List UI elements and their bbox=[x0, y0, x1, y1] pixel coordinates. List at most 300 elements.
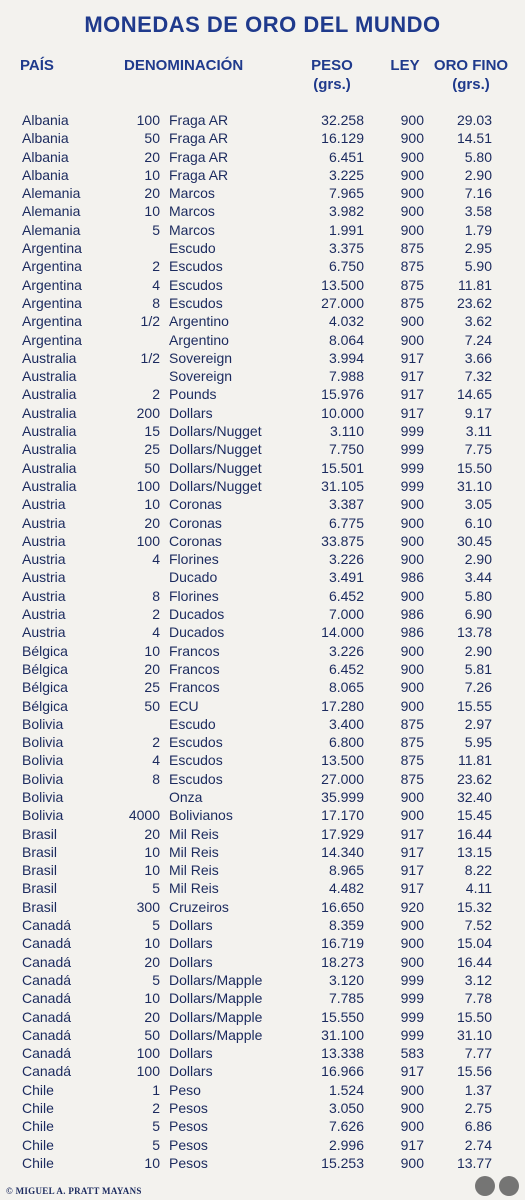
table-row bbox=[0, 1154, 525, 1172]
fineness-cell: 999 bbox=[400, 441, 424, 458]
fineness-cell: 900 bbox=[400, 788, 424, 805]
amount-cell: 10 bbox=[144, 990, 160, 1007]
weight-cell: 7.000 bbox=[328, 606, 364, 623]
country-cell: Brasil bbox=[22, 880, 58, 897]
table-row bbox=[0, 934, 525, 952]
weight-cell: 13.338 bbox=[321, 1045, 364, 1062]
amount-cell: 8 bbox=[152, 770, 160, 787]
country-cell: Australia bbox=[22, 423, 77, 440]
weight-cell: 3.225 bbox=[328, 166, 364, 183]
weight-cell: 7.750 bbox=[328, 441, 364, 458]
weight-cell: 27.000 bbox=[321, 770, 364, 787]
table-row bbox=[0, 825, 525, 843]
amount-cell: 8 bbox=[152, 294, 160, 311]
amount-cell: 5 bbox=[152, 917, 160, 934]
fineness-cell: 900 bbox=[400, 166, 424, 183]
denomination-cell: Dollars/Nugget bbox=[169, 477, 262, 494]
weight-cell: 32.258 bbox=[321, 112, 364, 128]
fine-gold-cell: 2.90 bbox=[464, 642, 492, 659]
table-row bbox=[0, 642, 525, 660]
table-row bbox=[0, 843, 525, 861]
amount-cell: 5 bbox=[152, 880, 160, 897]
country-cell: Bolivia bbox=[22, 807, 64, 824]
weight-cell: 3.226 bbox=[328, 551, 364, 568]
fineness-cell: 917 bbox=[400, 349, 424, 366]
amount-cell: 10 bbox=[144, 203, 160, 220]
country-cell: Canadá bbox=[22, 1026, 72, 1043]
denomination-cell: Escudos bbox=[169, 294, 223, 311]
table-row bbox=[0, 239, 525, 257]
fine-gold-cell: 13.77 bbox=[456, 1154, 492, 1171]
amount-cell: 20 bbox=[144, 1008, 160, 1025]
fineness-cell: 917 bbox=[400, 386, 424, 403]
fineness-cell: 900 bbox=[400, 697, 424, 714]
country-cell: Australia bbox=[22, 349, 77, 366]
amount-cell: 100 bbox=[136, 1045, 160, 1062]
table-row bbox=[0, 898, 525, 916]
weight-cell: 3.982 bbox=[328, 203, 364, 220]
weight-cell: 2.996 bbox=[328, 1136, 364, 1153]
country-cell: Canadá bbox=[22, 1063, 72, 1080]
country-cell: Bolivia bbox=[22, 734, 64, 751]
fineness-cell: 917 bbox=[400, 404, 424, 421]
table-row bbox=[0, 440, 525, 458]
amount-cell: 5 bbox=[152, 971, 160, 988]
country-cell: Australia bbox=[22, 368, 77, 385]
denomination-cell: Escudo bbox=[169, 715, 216, 732]
country-cell: Canadá bbox=[22, 935, 72, 952]
fineness-cell: 900 bbox=[400, 1154, 424, 1171]
fine-gold-cell: 8.22 bbox=[464, 862, 492, 879]
fine-gold-cell: 7.52 bbox=[464, 917, 492, 934]
denomination-cell: Pesos bbox=[169, 1154, 208, 1171]
header-peso bbox=[300, 56, 364, 94]
fineness-cell: 900 bbox=[400, 532, 424, 549]
weight-cell: 6.452 bbox=[328, 660, 364, 677]
weight-cell: 27.000 bbox=[321, 294, 364, 311]
fine-gold-cell: 9.17 bbox=[464, 404, 492, 421]
table-row bbox=[0, 568, 525, 586]
fine-gold-cell: 14.65 bbox=[456, 386, 492, 403]
denomination-cell: Florines bbox=[169, 551, 219, 568]
fineness-cell: 875 bbox=[400, 734, 424, 751]
weight-cell: 8.065 bbox=[328, 679, 364, 696]
fineness-cell: 986 bbox=[400, 569, 424, 586]
weight-cell: 18.273 bbox=[321, 953, 364, 970]
denomination-cell: Argentino bbox=[169, 331, 229, 348]
table-row bbox=[0, 422, 525, 440]
fine-gold-cell: 11.81 bbox=[458, 752, 492, 769]
denomination-cell: Fraga AR bbox=[169, 130, 229, 147]
header-ley: LEY bbox=[390, 57, 420, 74]
country-cell: Canadá bbox=[22, 917, 72, 934]
amount-cell: 2 bbox=[152, 1100, 160, 1117]
weight-cell: 16.719 bbox=[321, 935, 364, 952]
table-row bbox=[0, 715, 525, 733]
table-row bbox=[0, 276, 525, 294]
denomination-cell: Dollars bbox=[169, 953, 213, 970]
denomination-cell: Cruzeiros bbox=[169, 898, 229, 915]
table-row bbox=[0, 148, 525, 166]
weight-cell: 8.064 bbox=[328, 331, 364, 348]
amount-cell: 10 bbox=[144, 862, 160, 879]
denomination-cell: Bolivianos bbox=[169, 807, 233, 824]
country-cell: Australia bbox=[22, 459, 77, 476]
amount-cell: 5 bbox=[152, 221, 160, 238]
amount-cell: 200 bbox=[136, 404, 160, 421]
denomination-cell: Marcos bbox=[169, 203, 215, 220]
weight-cell: 14.340 bbox=[321, 843, 364, 860]
amount-cell: 1/2 bbox=[140, 349, 160, 366]
fine-gold-cell: 4.11 bbox=[465, 880, 492, 897]
denomination-cell: Coronas bbox=[169, 496, 222, 513]
denomination-cell: Argentino bbox=[169, 313, 229, 330]
fine-gold-cell: 14.51 bbox=[456, 130, 492, 147]
amount-cell: 100 bbox=[136, 532, 160, 549]
country-cell: Albania bbox=[22, 148, 69, 165]
fine-gold-cell: 3.11 bbox=[465, 423, 492, 440]
country-cell: Argentina bbox=[22, 294, 82, 311]
country-cell: Bolivia bbox=[22, 752, 64, 769]
fineness-cell: 900 bbox=[400, 551, 424, 568]
fineness-cell: 900 bbox=[400, 642, 424, 659]
country-cell: Austria bbox=[22, 551, 66, 568]
denomination-cell: Francos bbox=[169, 679, 220, 696]
page-title: MONEDAS DE ORO DEL MUNDO bbox=[84, 12, 441, 37]
amount-cell: 5 bbox=[152, 1136, 160, 1153]
amount-cell: 100 bbox=[136, 112, 160, 128]
country-cell: Chile bbox=[22, 1081, 54, 1098]
amount-cell: 1/2 bbox=[140, 313, 160, 330]
weight-cell: 7.785 bbox=[328, 990, 364, 1007]
denomination-cell: ECU bbox=[169, 697, 199, 714]
fine-gold-cell: 7.26 bbox=[464, 679, 492, 696]
table-row bbox=[0, 184, 525, 202]
table-row bbox=[0, 916, 525, 934]
fineness-cell: 875 bbox=[400, 240, 424, 257]
fineness-cell: 999 bbox=[400, 1026, 424, 1043]
fineness-cell: 999 bbox=[400, 1008, 424, 1025]
weight-cell: 31.100 bbox=[321, 1026, 364, 1043]
denomination-cell: Francos bbox=[169, 642, 220, 659]
amount-cell: 4000 bbox=[128, 807, 160, 824]
fine-gold-cell: 15.50 bbox=[456, 459, 492, 476]
denomination-cell: Peso bbox=[169, 1081, 201, 1098]
amount-cell: 10 bbox=[144, 843, 160, 860]
table-row bbox=[0, 605, 525, 623]
country-cell: Austria bbox=[22, 569, 66, 586]
weight-cell: 6.451 bbox=[328, 148, 364, 165]
amount-cell: 2 bbox=[152, 386, 160, 403]
denomination-cell: Dollars bbox=[169, 1063, 213, 1080]
amount-cell: 20 bbox=[144, 185, 160, 202]
table-row bbox=[0, 312, 525, 330]
table-row bbox=[0, 166, 525, 184]
country-cell: Brasil bbox=[22, 843, 58, 860]
denomination-cell: Dollars bbox=[169, 1045, 213, 1062]
circle-button-icon[interactable] bbox=[475, 1176, 495, 1196]
amount-cell: 25 bbox=[144, 679, 160, 696]
fine-gold-cell: 23.62 bbox=[456, 770, 492, 787]
fine-gold-cell: 2.97 bbox=[464, 715, 492, 732]
fineness-cell: 900 bbox=[400, 313, 424, 330]
denomination-cell: Marcos bbox=[169, 221, 215, 238]
country-cell: Argentina bbox=[22, 276, 82, 293]
fineness-cell: 900 bbox=[400, 112, 424, 128]
fine-gold-cell: 16.44 bbox=[456, 825, 492, 842]
fineness-cell: 900 bbox=[400, 679, 424, 696]
fine-gold-cell: 5.81 bbox=[464, 660, 492, 677]
denomination-cell: Escudos bbox=[169, 258, 223, 275]
weight-cell: 6.452 bbox=[328, 587, 364, 604]
fine-gold-cell: 2.74 bbox=[464, 1136, 492, 1153]
country-cell: Chile bbox=[22, 1118, 54, 1135]
fineness-cell: 917 bbox=[400, 880, 424, 897]
fine-gold-cell: 13.15 bbox=[456, 843, 492, 860]
fineness-cell: 900 bbox=[400, 203, 424, 220]
amount-cell: 10 bbox=[144, 642, 160, 659]
denomination-cell: Ducados bbox=[169, 624, 225, 641]
table-row bbox=[0, 349, 525, 367]
table-row bbox=[0, 1044, 525, 1062]
weight-cell: 14.000 bbox=[321, 624, 364, 641]
denomination-cell: Pesos bbox=[169, 1136, 208, 1153]
fine-gold-cell: 15.32 bbox=[456, 898, 492, 915]
fine-gold-cell: 1.79 bbox=[464, 221, 492, 238]
denomination-cell: Coronas bbox=[169, 514, 222, 531]
denomination-cell: Dollars/Nugget bbox=[169, 441, 262, 458]
amount-cell: 15 bbox=[144, 423, 160, 440]
fineness-cell: 900 bbox=[400, 148, 424, 165]
fineness-cell: 900 bbox=[400, 1100, 424, 1117]
amount-cell: 50 bbox=[144, 130, 160, 147]
denomination-cell: Dollars/Mapple bbox=[169, 1008, 263, 1025]
fineness-cell: 900 bbox=[400, 587, 424, 604]
weight-cell: 3.387 bbox=[328, 496, 364, 513]
amount-cell: 8 bbox=[152, 587, 160, 604]
country-cell: Brasil bbox=[22, 898, 58, 915]
table-row bbox=[0, 129, 525, 147]
fineness-cell: 999 bbox=[400, 423, 424, 440]
fine-gold-cell: 31.10 bbox=[456, 1026, 492, 1043]
weight-cell: 15.976 bbox=[321, 386, 364, 403]
amount-cell: 5 bbox=[152, 1118, 160, 1135]
country-cell: Chile bbox=[22, 1154, 54, 1171]
denomination-cell: Florines bbox=[169, 587, 219, 604]
denomination-cell: Dollars bbox=[169, 935, 213, 952]
country-cell: Australia bbox=[22, 404, 77, 421]
fine-gold-cell: 15.55 bbox=[456, 697, 492, 714]
fine-gold-cell: 3.05 bbox=[464, 496, 492, 513]
table-row bbox=[0, 971, 525, 989]
fine-gold-cell: 32.40 bbox=[456, 788, 492, 805]
country-cell: Bélgica bbox=[22, 697, 68, 714]
amount-cell: 20 bbox=[144, 660, 160, 677]
header-oro-fino bbox=[429, 56, 513, 94]
country-cell: Bélgica bbox=[22, 660, 68, 677]
amount-cell: 100 bbox=[136, 1063, 160, 1080]
weight-cell: 35.999 bbox=[321, 788, 364, 805]
country-cell: Chile bbox=[22, 1136, 54, 1153]
fineness-cell: 583 bbox=[400, 1045, 424, 1062]
denomination-cell: Fraga AR bbox=[169, 112, 229, 128]
fineness-cell: 920 bbox=[400, 898, 424, 915]
table-row bbox=[0, 294, 525, 312]
header-peso-unit: (grs.) bbox=[313, 76, 351, 93]
denomination-cell: Mil Reis bbox=[169, 825, 219, 842]
country-cell: Bolivia bbox=[22, 770, 64, 787]
fine-gold-cell: 13.78 bbox=[456, 624, 492, 641]
country-cell: Austria bbox=[22, 514, 66, 531]
weight-cell: 8.359 bbox=[328, 917, 364, 934]
header-peso-label: PESO bbox=[311, 57, 353, 74]
table-row bbox=[0, 678, 525, 696]
table-row bbox=[0, 788, 525, 806]
country-cell: Alemania bbox=[22, 185, 81, 202]
table-row bbox=[0, 550, 525, 568]
denomination-cell: Onza bbox=[169, 788, 203, 805]
weight-cell: 1.991 bbox=[328, 221, 364, 238]
fine-gold-cell: 6.10 bbox=[464, 514, 492, 531]
country-cell: Canadá bbox=[22, 990, 72, 1007]
table-row bbox=[0, 1117, 525, 1135]
fine-gold-cell: 5.95 bbox=[464, 734, 492, 751]
weight-cell: 10.000 bbox=[321, 404, 364, 421]
fineness-cell: 999 bbox=[400, 477, 424, 494]
country-cell: Austria bbox=[22, 496, 66, 513]
fineness-cell: 917 bbox=[400, 825, 424, 842]
fine-gold-cell: 7.16 bbox=[464, 185, 492, 202]
fine-gold-cell: 7.75 bbox=[464, 441, 492, 458]
amount-cell: 20 bbox=[144, 953, 160, 970]
table-row bbox=[0, 459, 525, 477]
table-row bbox=[0, 477, 525, 495]
fineness-cell: 875 bbox=[400, 258, 424, 275]
weight-cell: 3.226 bbox=[328, 642, 364, 659]
table-row bbox=[0, 1026, 525, 1044]
country-cell: Canadá bbox=[22, 953, 72, 970]
table-row bbox=[0, 367, 525, 385]
fineness-cell: 875 bbox=[400, 715, 424, 732]
fine-gold-cell: 7.32 bbox=[464, 368, 492, 385]
table-row bbox=[0, 514, 525, 532]
weight-cell: 6.775 bbox=[328, 514, 364, 531]
fine-gold-cell: 11.81 bbox=[458, 276, 492, 293]
fine-gold-cell: 7.24 bbox=[464, 331, 492, 348]
weight-cell: 3.400 bbox=[328, 715, 364, 732]
country-cell: Bélgica bbox=[22, 679, 68, 696]
fineness-cell: 900 bbox=[400, 221, 424, 238]
weight-cell: 17.929 bbox=[321, 825, 364, 842]
fine-gold-cell: 15.56 bbox=[456, 1063, 492, 1080]
table-row bbox=[0, 1081, 525, 1099]
country-cell: Canadá bbox=[22, 971, 72, 988]
fine-gold-cell: 3.12 bbox=[464, 971, 492, 988]
header-pais: PAÍS bbox=[20, 57, 54, 74]
country-cell: Australia bbox=[22, 477, 77, 494]
header-oro-fino-unit: (grs.) bbox=[452, 76, 490, 93]
fine-gold-cell: 2.90 bbox=[464, 166, 492, 183]
weight-cell: 31.105 bbox=[321, 477, 364, 494]
table-row bbox=[0, 770, 525, 788]
fine-gold-cell: 30.45 bbox=[456, 532, 492, 549]
fineness-cell: 900 bbox=[400, 514, 424, 531]
fineness-cell: 900 bbox=[400, 917, 424, 934]
table-row bbox=[0, 953, 525, 971]
fine-gold-cell: 29.03 bbox=[456, 112, 492, 128]
table-row bbox=[0, 989, 525, 1007]
country-cell: Alemania bbox=[22, 221, 81, 238]
amount-cell: 4 bbox=[152, 752, 160, 769]
table-row bbox=[0, 221, 525, 239]
fineness-cell: 986 bbox=[400, 624, 424, 641]
amount-cell: 10 bbox=[144, 166, 160, 183]
country-cell: Canadá bbox=[22, 1045, 72, 1062]
amount-cell: 50 bbox=[144, 1026, 160, 1043]
table-row bbox=[0, 385, 525, 403]
amount-cell: 50 bbox=[144, 697, 160, 714]
country-cell: Albania bbox=[22, 112, 69, 128]
weight-cell: 3.491 bbox=[328, 569, 364, 586]
weight-cell: 7.965 bbox=[328, 185, 364, 202]
denomination-cell: Fraga AR bbox=[169, 166, 229, 183]
amount-cell: 20 bbox=[144, 148, 160, 165]
table-row bbox=[0, 806, 525, 824]
table-row bbox=[0, 587, 525, 605]
weight-cell: 1.524 bbox=[328, 1081, 364, 1098]
coin-table bbox=[0, 111, 525, 1172]
denomination-cell: Escudos bbox=[169, 752, 223, 769]
fine-gold-cell: 16.44 bbox=[456, 953, 492, 970]
weight-cell: 3.120 bbox=[328, 971, 364, 988]
weight-cell: 16.129 bbox=[321, 130, 364, 147]
fineness-cell: 999 bbox=[400, 971, 424, 988]
fine-gold-cell: 2.95 bbox=[464, 240, 492, 257]
fineness-cell: 900 bbox=[400, 185, 424, 202]
denomination-cell: Pesos bbox=[169, 1118, 208, 1135]
circle-button-icon[interactable] bbox=[499, 1176, 519, 1196]
fineness-cell: 900 bbox=[400, 130, 424, 147]
fineness-cell: 900 bbox=[400, 1081, 424, 1098]
table-row bbox=[0, 697, 525, 715]
weight-cell: 7.988 bbox=[328, 368, 364, 385]
fine-gold-cell: 6.86 bbox=[464, 1118, 492, 1135]
fine-gold-cell: 6.90 bbox=[464, 606, 492, 623]
country-cell: Brasil bbox=[22, 825, 58, 842]
page-controls[interactable] bbox=[475, 1176, 519, 1196]
amount-cell: 1 bbox=[152, 1081, 160, 1098]
denomination-cell: Mil Reis bbox=[169, 843, 219, 860]
denomination-cell: Pounds bbox=[169, 386, 217, 403]
country-cell: Australia bbox=[22, 386, 77, 403]
fine-gold-cell: 5.90 bbox=[464, 258, 492, 275]
country-cell: Albania bbox=[22, 166, 69, 183]
country-cell: Austria bbox=[22, 587, 66, 604]
country-cell: Argentina bbox=[22, 313, 82, 330]
amount-cell: 25 bbox=[144, 441, 160, 458]
denomination-cell: Marcos bbox=[169, 185, 215, 202]
denomination-cell: Ducados bbox=[169, 606, 225, 623]
amount-cell: 10 bbox=[144, 935, 160, 952]
denomination-cell: Dollars/Nugget bbox=[169, 459, 262, 476]
table-row bbox=[0, 861, 525, 879]
weight-cell: 6.750 bbox=[328, 258, 364, 275]
denomination-cell: Coronas bbox=[169, 532, 222, 549]
copyright-footer: © MIGUEL A. PRATT MAYANS bbox=[6, 1186, 142, 1196]
weight-cell: 16.650 bbox=[321, 898, 364, 915]
fine-gold-cell: 5.80 bbox=[464, 148, 492, 165]
amount-cell: 2 bbox=[152, 258, 160, 275]
